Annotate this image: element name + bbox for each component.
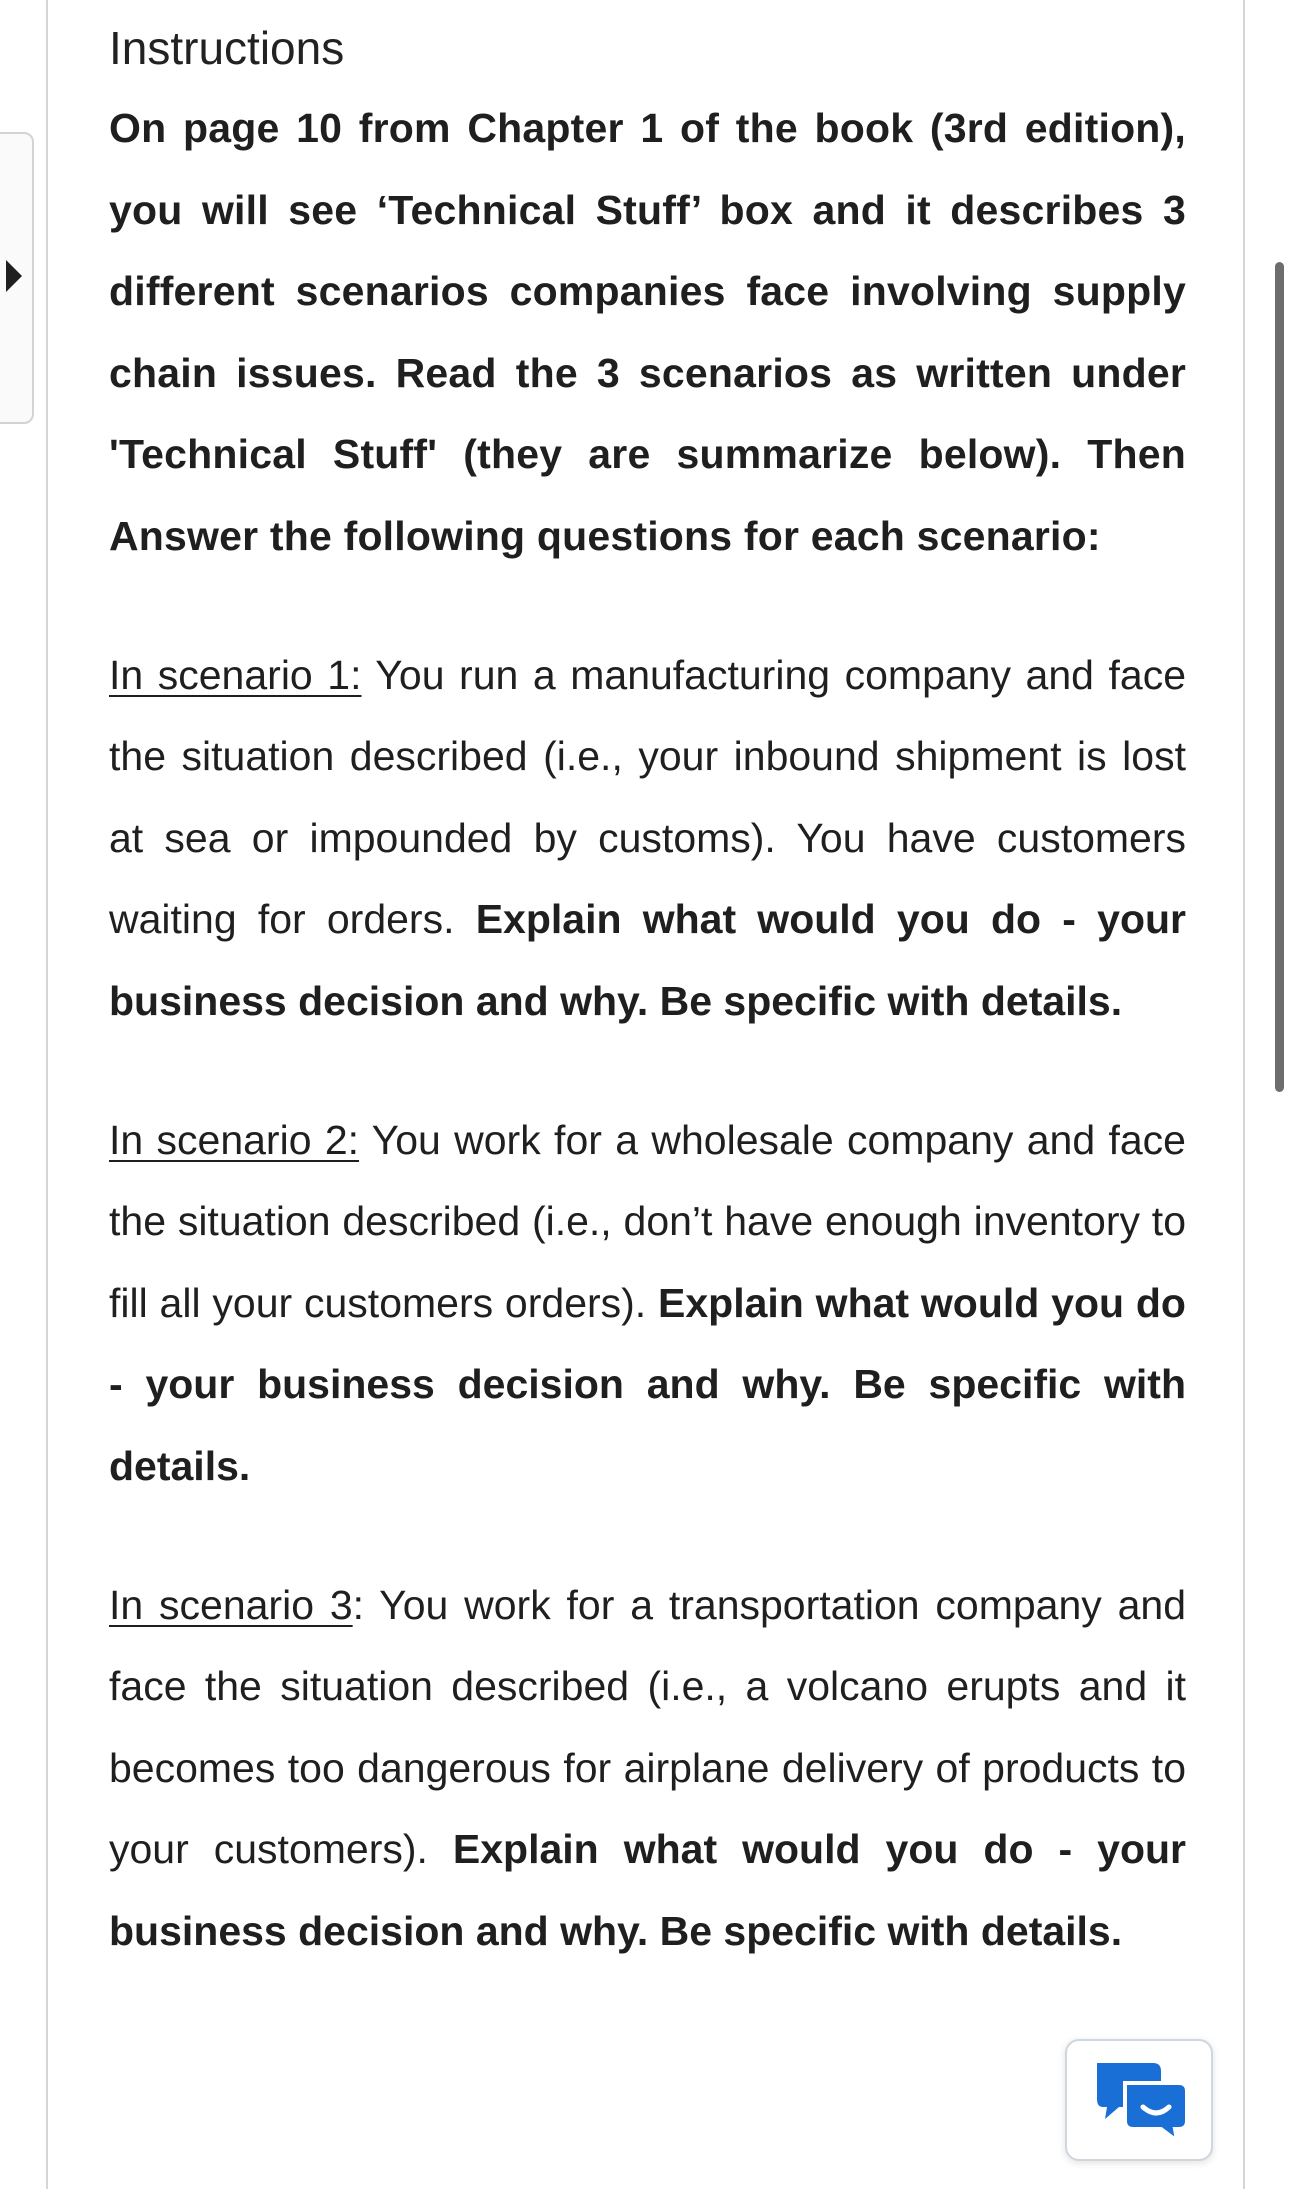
instructions-intro: On page 10 from Chapter 1 of the book (3rd edition), you will see ‘Technical Stuff’ box and it describes 3 different scenarios companies face involving supply chain issues. Read the 3 scenarios as written under 'Technical Stuff' (they are summarize below). Then Answer the following questions for each scenario: [109, 105, 1186, 559]
scenario-2-label: In scenario 2: [109, 1116, 360, 1163]
scenario-3-text: : You work for a transportation company and face the situation described (i.e., a volcano erupts and it becomes too dangerous for airplane delivery of products to your customers). [109, 1581, 1187, 1873]
scenario-2-question: Explain what would you do - your business decision and why. Be specific with details. [109, 1279, 1186, 1489]
instructions-heading: Instructions [109, 22, 345, 74]
chat-widget-button[interactable] [1065, 2039, 1213, 2161]
scenario-3-question: Explain what would you do - your business decision and why. Be specific with details. [109, 1826, 1186, 1954]
scenario-1 [109, 635, 1186, 1043]
scenario-1-label: In scenario 1: [109, 651, 362, 698]
instructions-content [109, 0, 1186, 1972]
scenario-3-label: In scenario 3 [109, 1581, 353, 1628]
triangle-right-icon [6, 260, 22, 292]
scenario-2-text: You work for a wholesale company and face the situation described (i.e., don’t have enough inventory to fill all your customers orders). [109, 1116, 1186, 1326]
chat-bubbles-icon [1091, 2059, 1191, 2145]
side-panel-toggle[interactable] [0, 132, 34, 424]
scenario-3 [109, 1565, 1186, 1973]
scrollbar-thumb[interactable] [1275, 262, 1284, 1092]
scenario-1-question: Explain what would you do - your business decision and why. Be specific with details. [109, 896, 1186, 1024]
scenario-2 [109, 1100, 1186, 1508]
scenario-1-text: You run a manufacturing company and face the situation described (i.e., your inbound shipment is lost at sea or impounded by customs). You have customers waiting for orders. [109, 651, 1186, 943]
